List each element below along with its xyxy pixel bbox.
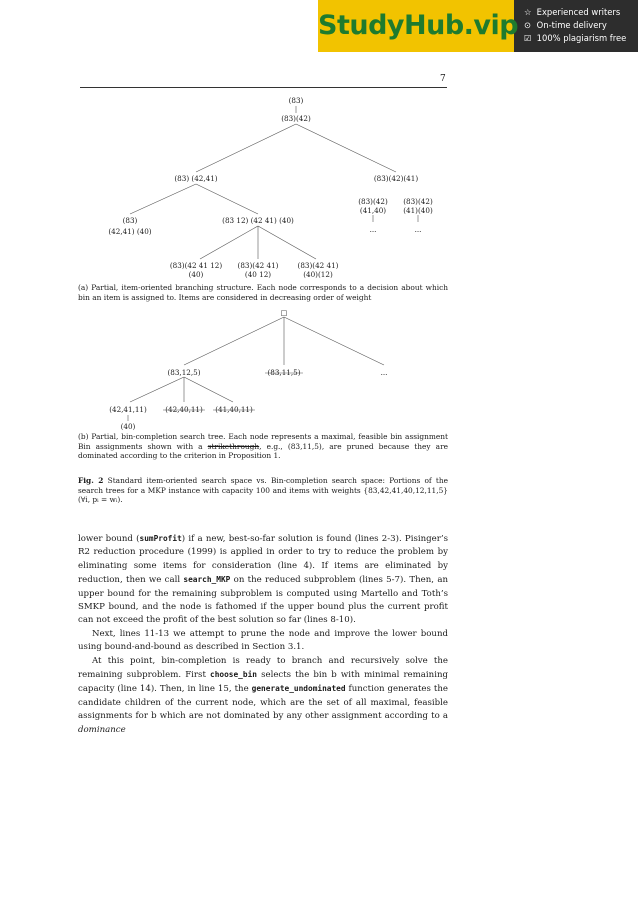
tree-node: (83 12) (42 41) (40) xyxy=(222,216,294,225)
tree-node: (83)(42 41) xyxy=(297,261,339,270)
text-run: At this point, bin-completion is ready to branch and recursively solve the remaining subproblem. First xyxy=(78,655,448,681)
page-number: 7 xyxy=(440,74,446,84)
text-run: ) if a new, best-so-far solution is found (lines 2-3). Pisinger’s R2 reduction procedure (1999) is applied in order to try to reduce the problem by eliminating some items for consideration (line 4). If items are eliminated by reduction, then we call xyxy=(78,534,448,586)
code-generate-undominated: generate_undominated xyxy=(251,684,346,694)
tree-node: (40) xyxy=(120,422,136,431)
tree-node: (42,41) (40) xyxy=(108,227,152,236)
tree-node-pruned: (42,40,11) xyxy=(165,405,203,414)
tree-edge xyxy=(200,226,258,259)
perk-label: Experienced writers xyxy=(536,7,621,17)
tree-node: ... xyxy=(380,368,388,377)
tree-node: (41,40) xyxy=(359,206,387,215)
tree-node: (83) (42,41) xyxy=(174,174,218,183)
clock-icon: ⊙ xyxy=(524,20,532,30)
tree-edge xyxy=(296,124,396,172)
tree-node: (40)(12) xyxy=(303,270,333,279)
paragraph: Next, lines 11-13 we attempt to prune the node and improve the lower bound using bound-and-bound as described in Section 3.1. xyxy=(78,628,448,653)
body-text xyxy=(78,532,448,737)
perk-label: 100% plagiarism free xyxy=(536,33,627,43)
tree-node-pruned: (83,11,5) xyxy=(267,368,301,377)
tree-edge xyxy=(130,184,196,214)
text-run-italic: dominance xyxy=(78,724,126,735)
tree-node: ... xyxy=(414,225,422,234)
text-run: function generates the candidate children of the current node, which are the set of all maximal, feasible assignments for b which are not dominated by any other assignment according to a xyxy=(78,684,448,722)
strike-word: strikethrough xyxy=(207,441,260,451)
text-run: on the reduced subproblem (lines 5-7). Then, an upper bound for the remaining subproblem is computed using Martello and Toth’s SMKP bound, and the node is fathomed if the upper bound plus the current profit can not exceed the profit of the best solution so far (lines 8-10). xyxy=(78,575,448,626)
tree-node: (40 12) xyxy=(244,270,272,279)
tree-node: ... xyxy=(369,225,377,234)
code-choose-bin: choose_bin xyxy=(210,670,257,680)
figure-caption xyxy=(78,476,448,505)
star-icon: ☆ xyxy=(524,7,532,17)
code-sumprofit: sumProfit xyxy=(139,534,182,543)
tree-node: (83,12,5) xyxy=(167,368,201,377)
tree-node: (83)(42)(41) xyxy=(373,174,419,183)
tree-node: (83)(42) xyxy=(403,197,433,206)
figure-label: Fig. 2 xyxy=(78,476,104,485)
tree-node: (83)(42 41 12) xyxy=(169,261,223,270)
tree-node: (83)(42 41) xyxy=(237,261,279,270)
caption-text: , e.g., (83,11,5), are pruned because they are dominated according to the criterion in Proposition 1. xyxy=(78,441,448,461)
caption-text: (b) Partial, bin-completion search tree. Each node represents a maximal, feasible bin assignment Bin assignments shown with a xyxy=(78,432,448,451)
tree-edge xyxy=(130,377,184,402)
subcaption-b xyxy=(78,432,448,461)
tree-edge xyxy=(258,226,316,259)
tree-edge xyxy=(284,317,384,365)
tree-edge xyxy=(196,184,258,214)
subcaption-a: (a) Partial, item-oriented branching structure. Each node corresponds to a decision about which bin an item is assigned to. Items are considered in decreasing order of weight xyxy=(78,283,448,302)
tree-node: (40) xyxy=(188,270,204,279)
tree-node: (41)(40) xyxy=(403,206,433,215)
paragraph xyxy=(78,532,448,628)
text-run: lower bound ( xyxy=(78,534,140,544)
tree-node: (83) xyxy=(288,96,304,105)
brand-logo[interactable]: StudyHub.vip xyxy=(318,0,514,52)
tree-node-pruned: (41,40,11) xyxy=(215,405,253,414)
check-icon: ☑ xyxy=(524,33,532,43)
figure-caption-text: Standard item-oriented search space vs. Bin-completion search space: Portions of the search trees for a MKP instance with capacity 100 and items with weights {83,42,41,40,12,11,5} (∀i, pᵢ = wᵢ). xyxy=(78,476,448,505)
text-run: selects the bin b with minimal remaining capacity (line 14). Then, in line 15, the xyxy=(78,670,448,695)
tree-edge xyxy=(196,124,296,172)
code-search-mkp: search_MKP xyxy=(183,575,231,585)
tree-node: (42,41,11) xyxy=(109,405,147,414)
tree-edge xyxy=(184,317,284,365)
tree-node: (83)(42) xyxy=(358,197,388,206)
tree-edge xyxy=(184,377,233,402)
tree-node: (83)(42) xyxy=(281,114,311,123)
tree-node: (83) xyxy=(122,216,138,225)
perk-label: On-time delivery xyxy=(536,20,607,30)
paragraph xyxy=(78,655,448,737)
root-node-icon: □ xyxy=(280,308,288,317)
